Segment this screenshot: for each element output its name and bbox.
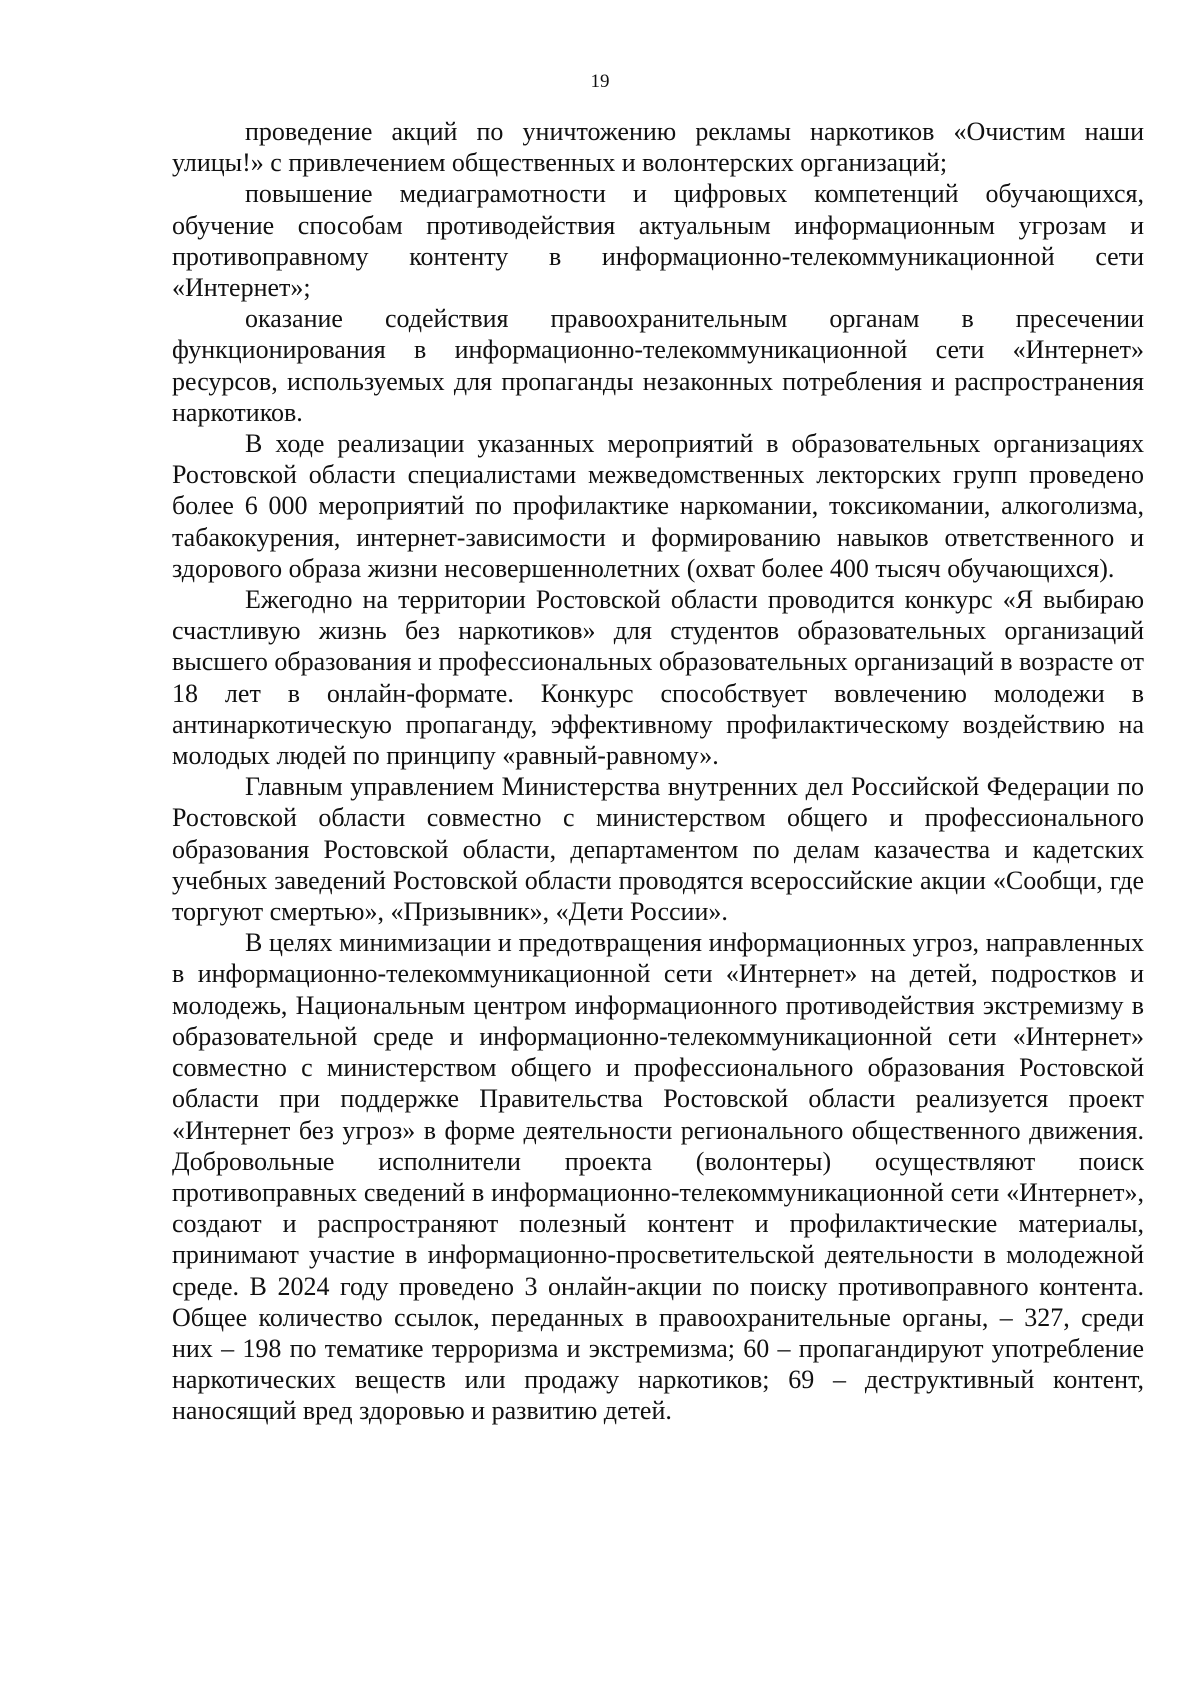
page-number: 19 — [590, 71, 610, 92]
paragraph-law-enforcement-assistance: оказание содействия правоохранительным органам в пресечении функционирования в информационно-телекоммуникационной сети «Интернет» ресурсов, используемых для пропаганды незаконных потребления и распространения наркотиков. — [172, 304, 1144, 427]
paragraph-street-cleanup-action: проведение акций по уничтожению рекламы наркотиков «Очистим наши улицы!» с привлечением общественных и волонтерских организаций; — [172, 117, 1144, 178]
paragraph-police-campaigns: Главным управлением Министерства внутренних дел Российской Федерации по Ростовской области совместно с министерством общего и профессионального образования Ростовской области, департаментом по делам казачества и кадетских учебных заведений Ростовской области проводятся всероссийские акции «Сообщи, где торгуют смертью», «Призывник», «Дети России». — [172, 772, 1144, 927]
paragraph-annual-contest: Ежегодно на территории Ростовской области проводится конкурс «Я выбираю счастливую жизнь без наркотиков» для студентов образовательных организаций высшего образования и профессиональных образовательных организаций в возрасте от 18 лет в онлайн-формате. Конкурс способствует вовлечению молодежи в антинаркотическую пропаганду, эффективному профилактическому воздействию на молодых людей по принципу «равный-равному». — [172, 585, 1144, 771]
document-body — [172, 116, 1144, 1427]
paragraph-media-literacy: повышение медиаграмотности и цифровых компетенций обучающихся, обучение способам противодействия актуальным информационным угрозам и противоправному контенту в информационно-телекоммуникационной сети «Интернет»; — [172, 179, 1144, 303]
paragraph-lecture-groups-events: В ходе реализации указанных мероприятий в образовательных организациях Ростовской области специалистами межведомственных лекторских групп проведено более 6 000 мероприятий по профилактике наркомании, токсикомании, алкоголизма, табакокурения, интернет-зависимости и формированию навыков ответственного и здорового образа жизни несовершеннолетних (охват более 400 тысяч обучающихся). — [172, 429, 1144, 583]
paragraph-internet-without-threats: В целях минимизации и предотвращения информационных угроз, направленных в информационно-телекоммуникационной сети «Интернет» на детей, подростков и молодежь, Национальным центром информационного противодействия экстремизму в образовательной среде и информационно-телекоммуникационной сети «Интернет» совместно с министерством общего и профессионального образования Ростовской области при поддержке Правительства Ростовской области реализуется проект «Интернет без угроз» в форме деятельности регионального общественного движения. Добровольные исполнители проекта (волонтеры) осуществляют поиск противоправных сведений в информационно-телекоммуникационной сети «Интернет», создают и распространяют полезный контент и профилактические материалы, принимают участие в информационно-просветительской деятельности в молодежной среде. В 2024 году проведено 3 онлайн-акции по поиску противоправного контента. Общее количество ссылок, переданных в правоохранительные органы, – 327, среди них – 198 по тематике терроризма и экстремизма; 60 – пропагандируют употребление наркотических веществ или продажу наркотиков; 69 – деструктивный контент, наносящий вред здоровью и развитию детей. — [172, 928, 1144, 1426]
